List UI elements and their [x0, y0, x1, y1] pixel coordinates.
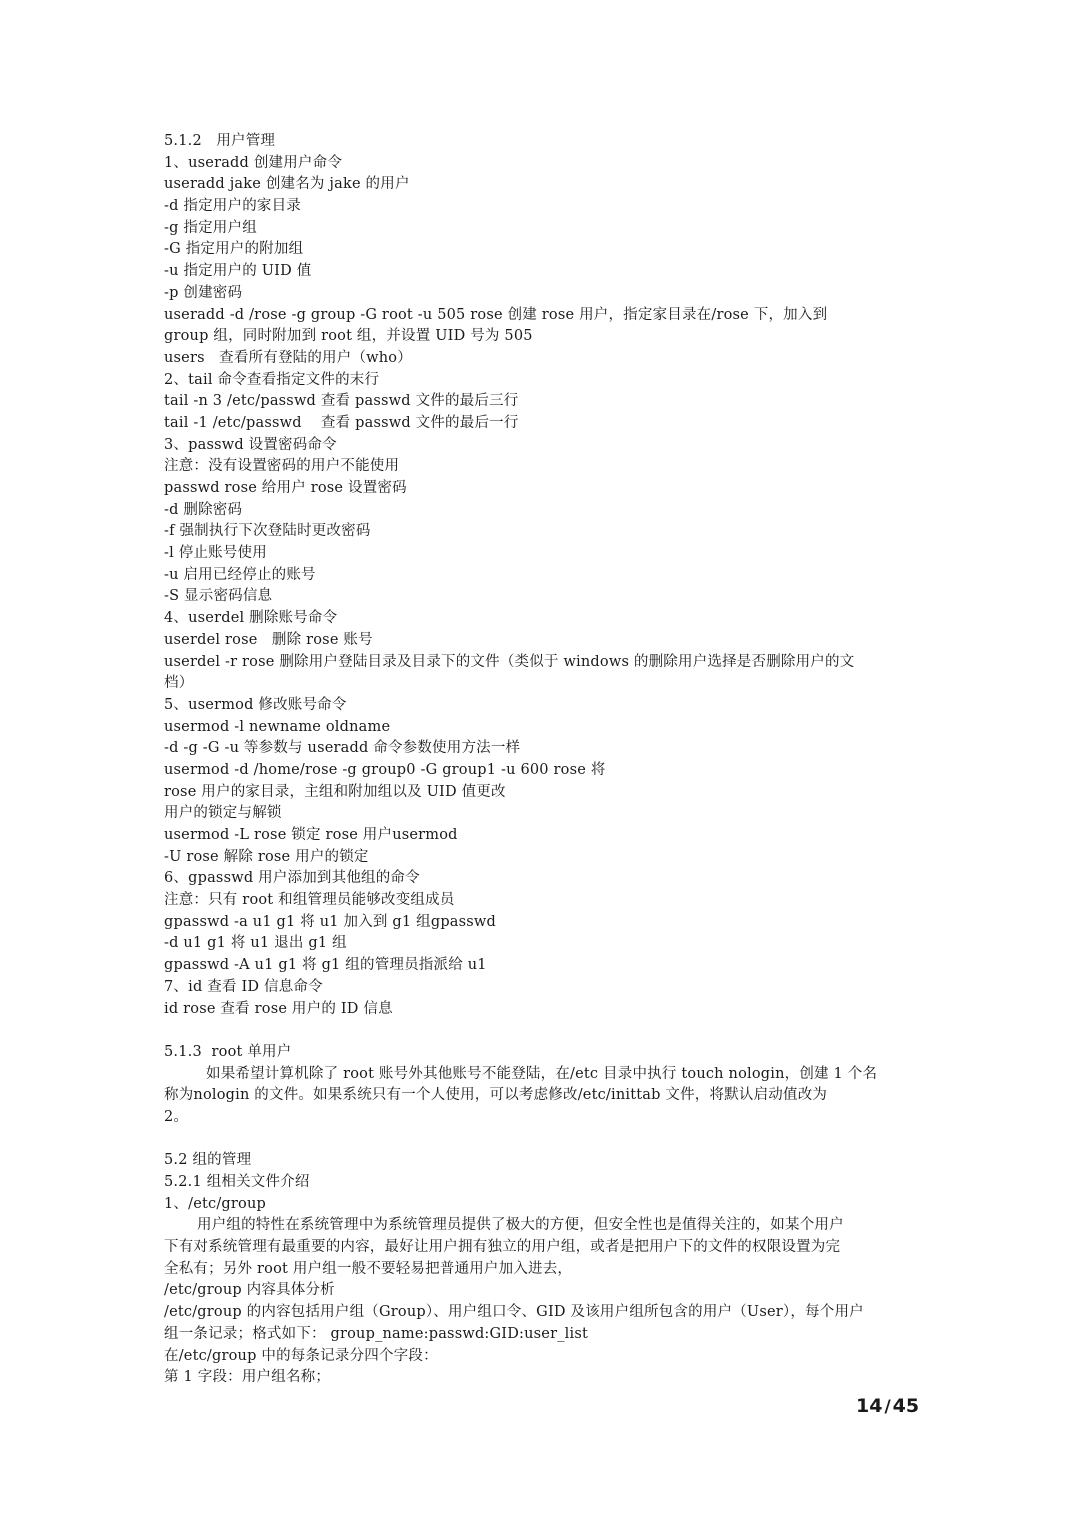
- text-line: -d 删除密码: [164, 501, 243, 518]
- text-line: userdel -r rose 删除用户登陆目录及目录下的文件（类似于 windows 的删除用户选择是否删除用户的文: [164, 653, 855, 670]
- list-item-id: 7、id 查看 ID 信息命令: [164, 978, 323, 995]
- text-line: /etc/group 内容具体分析: [164, 1282, 335, 1299]
- text-line: 在/etc/group 中的每条记录分四个字段：: [164, 1347, 438, 1364]
- text-line: -d u1 g1 将 u1 退出 g1 组: [164, 935, 347, 952]
- paragraph-line: /etc/group 的内容包括用户组（Group）、用户组口令、GID 及该用户组所包含的用户（User），每个用户: [164, 1304, 864, 1321]
- paragraph-line: 如果希望计算机除了 root 账号外其他账号不能登陆，在/etc 目录中执行 touch nologin，创建 1 个名: [206, 1065, 878, 1082]
- text-line: 用户的锁定与解锁: [164, 805, 282, 822]
- text-line: -d -g -G -u 等参数与 useradd 命令参数使用方法一样: [164, 740, 521, 757]
- text-line: id rose 查看 rose 用户的 ID 信息: [164, 1000, 393, 1017]
- blank-line: [164, 1129, 924, 1151]
- page-current: 14: [856, 1395, 883, 1417]
- text-line: -U rose 解除 rose 用户的锁定: [164, 848, 369, 865]
- text-line: -l 停止账号使用: [164, 545, 267, 562]
- paragraph-line: 用户组的特性在系统管理中为系统管理员提供了极大的方便，但安全性也是值得关注的，如某个用户: [197, 1217, 844, 1234]
- text-line: usermod -l newname oldname: [164, 718, 391, 735]
- text-line: -f 强制执行下次登陆时更改密码: [164, 523, 371, 540]
- section-heading-5-1-2: 5.1.2 用户管理: [164, 133, 276, 149]
- text-line: -g 指定用户组: [164, 219, 257, 236]
- text-line: tail -n 3 /etc/passwd 查看 passwd 文件的最后三行: [164, 393, 519, 410]
- page-total: 45: [892, 1395, 920, 1417]
- page-separator: /: [884, 1397, 891, 1417]
- paragraph-line: 组一条记录；格式如下： group_name:passwd:GID:user_list: [164, 1325, 589, 1342]
- text-line: -S 显示密码信息: [164, 588, 273, 605]
- text-line: tail -1 /etc/passwd 查看 passwd 文件的最后一行: [164, 414, 519, 431]
- list-item-etc-group: 1、/etc/group: [164, 1195, 266, 1212]
- text-line: usermod -d /home/rose -g group0 -G group1 -u 600 rose 将: [164, 761, 606, 778]
- list-item-gpasswd: 6、gpasswd 用户添加到其他组的命令: [164, 870, 420, 887]
- text-line: -u 指定用户的 UID 值: [164, 263, 312, 280]
- text-line: -d 指定用户的家目录: [164, 198, 301, 215]
- page-number: [856, 1395, 919, 1417]
- text-line: group 组，同时附加到 root 组，并设置 UID 号为 505: [164, 328, 533, 345]
- text-line: 档）: [164, 675, 194, 692]
- text-line: -p 创建密码: [164, 284, 243, 301]
- text-line: usermod -L rose 锁定 rose 用户usermod: [164, 827, 458, 843]
- list-item-useradd: 1、useradd 创建用户命令: [164, 154, 343, 171]
- section-heading-5-2: 5.2 组的管理: [164, 1152, 252, 1169]
- list-item-usermod: 5、usermod 修改账号命令: [164, 696, 347, 713]
- text-line: userdel rose 删除 rose 账号: [164, 631, 373, 648]
- section-heading-5-1-3: 5.1.3 root 单用户: [164, 1043, 292, 1060]
- text-line: users 查看所有登陆的用户（who）: [164, 349, 412, 366]
- text-line: gpasswd -A u1 g1 将 g1 组的管理员指派给 u1: [164, 957, 487, 974]
- list-item-passwd: 3、passwd 设置密码命令: [164, 436, 337, 453]
- list-item-userdel: 4、userdel 删除账号命令: [164, 610, 338, 627]
- text-line: rose 用户的家目录，主组和附加组以及 UID 值更改: [164, 783, 506, 800]
- paragraph-line: 2。: [164, 1108, 189, 1125]
- text-line: passwd rose 给用户 rose 设置密码: [164, 480, 407, 496]
- section-heading-5-2-1: 5.2.1 组相关文件介绍: [164, 1174, 310, 1190]
- text-line: -u 启用已经停止的账号: [164, 566, 316, 583]
- paragraph-line: 下有对系统管理有最重要的内容，最好让用户拥有独立的用户组，或者是把用户下的文件的权限设置为完: [164, 1239, 841, 1256]
- blank-line: [164, 1020, 924, 1042]
- text-line: 注意：只有 root 和组管理员能够改变组成员: [164, 892, 455, 909]
- text-line: useradd -d /rose -g group -G root -u 505 rose 创建 rose 用户，指定家目录在/rose 下，加入到: [164, 306, 828, 323]
- text-line: useradd jake 创建名为 jake 的用户: [164, 176, 410, 193]
- paragraph-line: 称为nologin 的文件。如果系统只有一个人使用，可以考虑修改/etc/inittab 文件，将默认启动值改为: [164, 1087, 828, 1104]
- text-line: 第 1 字段：用户组名称；: [164, 1369, 331, 1386]
- text-line: -G 指定用户的附加组: [164, 241, 304, 258]
- list-item-tail: 2、tail 命令查看指定文件的末行: [164, 371, 380, 388]
- text-line: gpasswd -a u1 g1 将 u1 加入到 g1 组gpasswd: [164, 913, 497, 930]
- page-content: [164, 131, 924, 1389]
- paragraph-line: 全私有；另外 root 用户组一般不要轻易把普通用户加入进去，: [164, 1260, 573, 1277]
- text-line: 注意：没有设置密码的用户不能使用: [164, 458, 400, 475]
